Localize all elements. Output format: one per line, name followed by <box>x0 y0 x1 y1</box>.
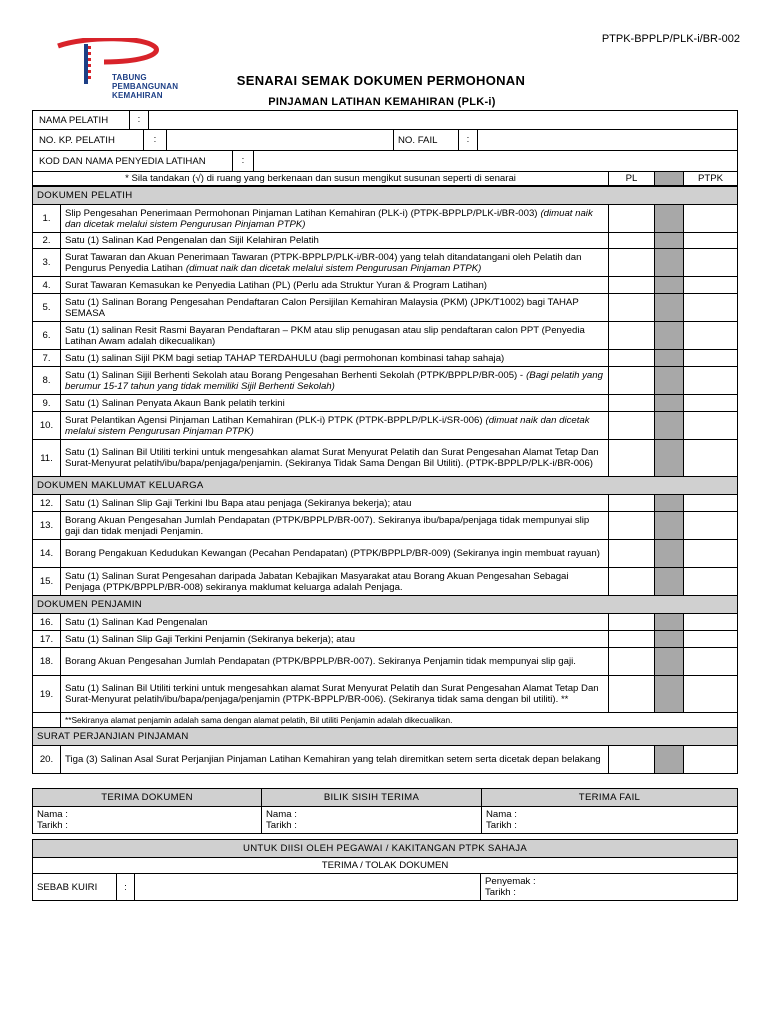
item-number: 16. <box>33 614 61 631</box>
checklist-row <box>33 294 738 322</box>
item-description <box>61 495 609 512</box>
checklist-row <box>33 395 738 412</box>
shaded-cell <box>655 512 684 540</box>
pl-checkbox[interactable] <box>609 648 655 676</box>
item-text: Satu (1) salinan Resit Rasmi Bayaran Pendaftaran – PKM atau slip penugasan atau slip pendaftaran calon PPT (Penyedia Latihan Awam adalah dikecualikan) <box>65 324 585 347</box>
ptpk-checkbox[interactable] <box>684 568 738 596</box>
item-description <box>61 277 609 294</box>
pl-checkbox[interactable] <box>609 249 655 277</box>
item-text: Satu (1) Salinan Slip Gaji Terkini Ibu Bapa atau penjaga (Sekiranya bekerja); atau <box>65 497 412 509</box>
checklist-row <box>33 367 738 395</box>
item-description <box>61 322 609 350</box>
ptpk-checkbox[interactable] <box>684 540 738 568</box>
shaded-cell <box>655 495 684 512</box>
item-text: Surat Pelantikan Agensi Pinjaman Latihan Kemahiran (PLK-i) PTPK (PTPK-BPPLP/PLK-i/SR-006) <box>65 414 483 426</box>
item-text: Satu (1) Salinan Penyata Akaun Bank pelatih terkini <box>65 397 285 409</box>
item-description <box>61 631 609 648</box>
item-number: 18. <box>33 648 61 676</box>
checklist-row <box>33 205 738 233</box>
terima-dokumen-box[interactable]: Nama : Tarikh : <box>33 807 262 834</box>
ptpk-checkbox[interactable] <box>684 277 738 294</box>
item-description <box>61 568 609 596</box>
shaded-cell <box>655 412 684 440</box>
pl-checkbox[interactable] <box>609 614 655 631</box>
item-number: 8. <box>33 367 61 395</box>
item-description <box>61 540 609 568</box>
checklist-row <box>33 412 738 440</box>
item-description <box>61 205 609 233</box>
item-text: Satu (1) Salinan Sijil Berhenti Sekolah atau Borang Pengesahan Berhenti Sekolah (PTPK/BPPLP/BR-005) - <box>65 369 524 381</box>
item-number: 15. <box>33 568 61 596</box>
item-text: Surat Tawaran dan Akuan Penerimaan Tawaran (PTPK-BPPLP/PLK-i/BR-004) yang telah ditandatangani oleh Pelatih dan Pengurus Penyedia Latihan <box>65 251 582 274</box>
pl-checkbox[interactable] <box>609 205 655 233</box>
item-description <box>61 249 609 277</box>
ptpk-checkbox[interactable] <box>684 631 738 648</box>
pl-checkbox[interactable] <box>609 322 655 350</box>
pl-checkbox[interactable] <box>609 512 655 540</box>
ptpk-checkbox[interactable] <box>684 294 738 322</box>
col-ptpk-header: PTPK <box>684 172 738 186</box>
checklist-row <box>33 512 738 540</box>
office-table: UNTUK DIISI OLEH PEGAWAI / KAKITANGAN PTPK SAHAJA TERIMA / TOLAK DOKUMEN SEBAB KUIRI : Penyemak : Tarikh : <box>32 839 738 901</box>
shaded-cell <box>655 568 684 596</box>
bilik-sisih-header: BILIK SISIH TERIMA <box>262 789 482 807</box>
item-text: Satu (1) Salinan Borang Pengesahan Pendaftaran Calon Persijilan Kemahiran Malaysia (PKM) (JPK/T1002) bagi TAHAP SEMASA <box>65 296 579 319</box>
pl-checkbox[interactable] <box>609 294 655 322</box>
ptpk-checkbox[interactable] <box>684 233 738 249</box>
item-text: Slip Pengesahan Penerimaan Permohonan Pinjaman Latihan Kemahiran (PLK-i) (PTPK-BPPLP/PLK-i/BR-003) <box>65 207 538 219</box>
item-number: 5. <box>33 294 61 322</box>
checklist-row <box>33 746 738 774</box>
ptpk-checkbox[interactable] <box>684 350 738 367</box>
shaded-cell <box>655 294 684 322</box>
instruction-text: * Sila tandakan (√) di ruang yang berkenaan dan susun mengikut susunan seperti di senarai <box>33 172 609 186</box>
checklist-row <box>33 495 738 512</box>
item-text: Borang Pengakuan Kedudukan Kewangan (Pecahan Pendapatan) (PTPK/BPPLP/BR-009) (Sekiranya ingin membuat rayuan) <box>65 548 600 559</box>
shaded-cell <box>655 631 684 648</box>
sections-table <box>32 186 738 774</box>
shaded-cell <box>655 395 684 412</box>
shaded-cell <box>655 746 684 774</box>
item-description <box>61 412 609 440</box>
checklist-row <box>33 440 738 477</box>
ptpk-checkbox[interactable] <box>684 322 738 350</box>
sebab-kuiri-label: SEBAB KUIRI <box>33 874 117 901</box>
shaded-cell <box>655 440 684 477</box>
shaded-cell <box>655 350 684 367</box>
item-number: 4. <box>33 277 61 294</box>
shaded-cell <box>655 233 684 249</box>
section-header: SURAT PERJANJIAN PINJAMAN <box>33 728 738 746</box>
item-number: 14. <box>33 540 61 568</box>
item-number: 7. <box>33 350 61 367</box>
sebab-kuiri-input[interactable] <box>135 874 481 901</box>
shaded-cell <box>655 277 684 294</box>
item-text: Satu (1) Salinan Bil Utiliti terkini untuk mengesahkan alamat Surat Menyurat Pelatih dan Surat Pengesahan Alamat Tetap Dan Surat-Menyurat pelatih/ibu/bapa/penjaga/penjamin. (Sekiranya Tidak Sama Dengan Bil Utiliti). (PTPK-BPPLP/PLK-i/BR-006) <box>65 447 599 469</box>
footnote: **Sekiranya alamat penjamin adalah sama dengan alamat pelatih, Bil utiliti Penjamin adalah dikecualikan. <box>61 713 738 728</box>
checklist-row <box>33 540 738 568</box>
item-text: Satu (1) Salinan Kad Pengenalan dan Sijil Kelahiran Pelatih <box>65 235 319 246</box>
item-description <box>61 440 609 477</box>
section-header: DOKUMEN MAKLUMAT KELUARGA <box>33 477 738 495</box>
no-fail-label: NO. FAIL <box>398 134 438 146</box>
item-number: 13. <box>33 512 61 540</box>
shaded-cell <box>655 540 684 568</box>
pl-checkbox[interactable] <box>609 631 655 648</box>
ptpk-checkbox[interactable] <box>684 648 738 676</box>
item-text: Satu (1) Salinan Surat Pengesahan daripada Jabatan Kebajikan Masyarakat atau Borang Akuan Pengesahan Sebagai Penjaga (PTPK/BPPLP/BR-008) sekiranya maklumat keluarga adalah Penjaga. <box>65 570 569 593</box>
ptpk-checkbox[interactable] <box>684 205 738 233</box>
item-note: (dimuat naik dan dicetak melalui sistem Pengurusan Pinjaman PTPK) <box>185 262 482 274</box>
shaded-cell <box>655 322 684 350</box>
ptpk-checkbox[interactable] <box>684 676 738 713</box>
page-subtitle: PINJAMAN LATIHAN KEMAHIRAN (PLK-i) <box>268 96 496 108</box>
checklist-row <box>33 350 738 367</box>
terima-tolak-header: TERIMA / TOLAK DOKUMEN <box>33 858 738 874</box>
item-number: 11. <box>33 440 61 477</box>
shaded-cell <box>655 614 684 631</box>
terima-fail-header: TERIMA FAIL <box>482 789 738 807</box>
item-note: (dimuat naik dan dicetak melalui sistem Pengurusan Pinjaman PTPK) <box>65 207 593 230</box>
shaded-cell <box>655 648 684 676</box>
pl-checkbox[interactable] <box>609 233 655 249</box>
pl-checkbox[interactable] <box>609 440 655 477</box>
nama-pelatih-label: NAMA PELATIH <box>39 114 109 126</box>
item-number: 20. <box>33 746 61 774</box>
section-header: DOKUMEN PELATIH <box>33 187 738 205</box>
ptpk-checkbox[interactable] <box>684 367 738 395</box>
item-text: Satu (1) Salinan Kad Pengenalan <box>65 616 208 628</box>
item-text: Satu (1) Salinan Slip Gaji Terkini Penjamin (Sekiranya bekerja); atau <box>65 633 355 645</box>
item-description <box>61 233 609 249</box>
pl-checkbox[interactable] <box>609 350 655 367</box>
checklist-row <box>33 648 738 676</box>
office-title: UNTUK DIISI OLEH PEGAWAI / KAKITANGAN PTPK SAHAJA <box>33 840 738 858</box>
item-description <box>61 512 609 540</box>
item-description <box>61 367 609 395</box>
receipt-table <box>32 788 738 834</box>
page-title: SENARAI SEMAK DOKUMEN PERMOHONAN <box>236 73 526 88</box>
bilik-sisih-box[interactable]: Nama : Tarikh : <box>262 807 482 834</box>
item-description <box>61 648 609 676</box>
item-number: 2. <box>33 233 61 249</box>
ptpk-checkbox[interactable] <box>684 440 738 477</box>
item-note: (Bagi pelatih yang berumur 15-17 tahun yang tidak memiliki Sijil Berhenti Sekolah) <box>65 369 603 392</box>
kod-penyedia-input[interactable] <box>254 151 737 171</box>
checklist-row <box>33 568 738 596</box>
item-text: Satu (1) Salinan Bil Utiliti terkini untuk mengesahkan alamat Surat Menyurat Pelatih dan Surat Pengesahan Alamat Tetap Dan Surat-Menyurat pelatih/ibu/bapa/penjaga/penjamin (PTPK-BPPLP/BR-006). (Sekiranya tidak sama dengan bil utiliti). ** <box>65 683 599 705</box>
ptpk-checkbox[interactable] <box>684 395 738 412</box>
nama-pelatih-input[interactable] <box>149 111 737 129</box>
item-number: 9. <box>33 395 61 412</box>
item-number: 3. <box>33 249 61 277</box>
item-text: Borang Akuan Pengesahan Jumlah Pendapatan (PTPK/BPPLP/BR-007). Sekiranya ibu/bapa/penjaga tidak mempunyai slip gaji dan tidak menjadi Penjamin. <box>65 514 590 537</box>
section-header: DOKUMEN PENJAMIN <box>33 596 738 614</box>
item-description <box>61 614 609 631</box>
shaded-cell <box>655 205 684 233</box>
item-number: 10. <box>33 412 61 440</box>
checklist-row <box>33 233 738 249</box>
item-number: 12. <box>33 495 61 512</box>
checklist-row <box>33 614 738 631</box>
ptpk-checkbox[interactable] <box>684 249 738 277</box>
col-pl-header: PL <box>609 172 655 186</box>
checklist-table: NAMA PELATIH : NO. KP. PELATIH : NO. FAIL : KOD DAN NAMA PENYEDIA LATIHAN : * Sila tandakan (√) di ruang yang berkenaan dan susun mengikut susunan seperti di senarai PL PTPK <box>32 110 738 186</box>
no-kp-label: NO. KP. PELATIH <box>39 134 115 146</box>
pl-checkbox[interactable] <box>609 367 655 395</box>
shaded-cell <box>655 676 684 713</box>
ptpk-checkbox[interactable] <box>684 746 738 774</box>
ptpk-checkbox[interactable] <box>684 412 738 440</box>
item-description <box>61 395 609 412</box>
item-number: 19. <box>33 676 61 713</box>
checklist-row <box>33 322 738 350</box>
item-text: Tiga (3) Salinan Asal Surat Perjanjian Pinjaman Latihan Kemahiran yang telah diremitkan setem serta dicetak depan belakang <box>65 754 601 765</box>
shaded-cell <box>655 249 684 277</box>
item-number: 17. <box>33 631 61 648</box>
terima-fail-box[interactable]: Nama : Tarikh : <box>482 807 738 834</box>
ptpk-checkbox[interactable] <box>684 495 738 512</box>
ptpk-checkbox[interactable] <box>684 614 738 631</box>
item-text: Satu (1) salinan Sijil PKM bagi setiap TAHAP TERDAHULU (bagi permohonan kombinasi tahap sahaja) <box>65 352 505 364</box>
ptpk-checkbox[interactable] <box>684 512 738 540</box>
item-number: 1. <box>33 205 61 233</box>
item-text: Borang Akuan Pengesahan Jumlah Pendapatan (PTPK/BPPLP/BR-007). Sekiranya Penjamin tidak mempunyai slip gaji. <box>65 656 576 667</box>
no-kp-input[interactable] <box>167 130 394 150</box>
checklist-row <box>33 249 738 277</box>
checklist-row <box>33 676 738 713</box>
item-description <box>61 294 609 322</box>
item-number: 6. <box>33 322 61 350</box>
item-description <box>61 350 609 367</box>
item-description <box>61 746 609 774</box>
item-description <box>61 676 609 713</box>
pl-checkbox[interactable] <box>609 495 655 512</box>
document-code: PTPK-BPPLP/PLK-i/BR-002 <box>601 33 740 45</box>
pl-checkbox[interactable] <box>609 540 655 568</box>
no-fail-input[interactable] <box>478 130 737 150</box>
kod-penyedia-label: KOD DAN NAMA PENYEDIA LATIHAN <box>39 155 206 167</box>
shaded-cell <box>655 367 684 395</box>
logo-text: TABUNG PEMBANGUNAN KEMAHIRAN <box>112 73 179 100</box>
terima-dokumen-header: TERIMA DOKUMEN <box>33 789 262 807</box>
pl-checkbox[interactable] <box>609 568 655 596</box>
pl-checkbox[interactable] <box>609 395 655 412</box>
pl-checkbox[interactable] <box>609 676 655 713</box>
pl-checkbox[interactable] <box>609 277 655 294</box>
pl-checkbox[interactable] <box>609 412 655 440</box>
checklist-row <box>33 631 738 648</box>
penyemak-box[interactable]: Penyemak : Tarikh : <box>481 874 738 901</box>
item-text: Surat Tawaran Kemasukan ke Penyedia Latihan (PL) (Perlu ada Struktur Yuran & Program Latihan) <box>65 279 488 291</box>
checklist-row <box>33 277 738 294</box>
item-note: (dimuat naik dan dicetak melalui sistem Pengurusan Pinjaman PTPK) <box>65 414 590 437</box>
pl-checkbox[interactable] <box>609 746 655 774</box>
